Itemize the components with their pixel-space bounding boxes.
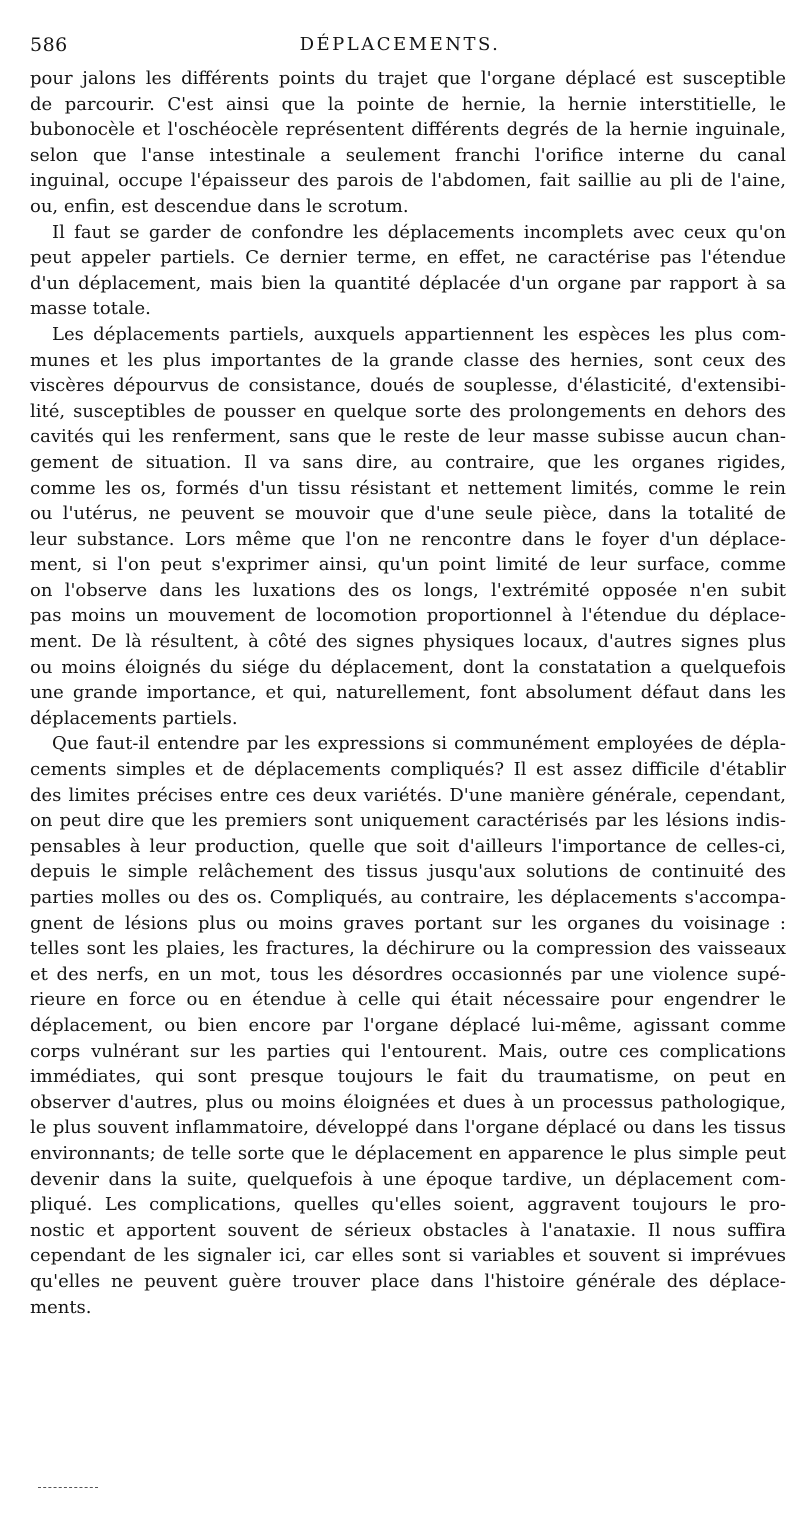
- text-line: qu'elles ne peuvent guère trouver place dans l'histoire générale des déplace-: [30, 1270, 786, 1292]
- text-line: de parcourir. C'est ainsi que la pointe de hernie, la hernie interstitielle, le: [30, 93, 786, 115]
- text-line: nostic et apportent souvent de sérieux obstacles à l'anataxie. Il nous suffira: [30, 1219, 786, 1241]
- text-line: ments.: [30, 1296, 92, 1318]
- text-line: corps vulnérant sur les parties qui l'entourent. Mais, outre ces complications: [30, 1040, 786, 1062]
- page-number: 586: [30, 34, 68, 56]
- text-line: telles sont les plaies, les fractures, la déchirure ou la compression des vaisseaux: [30, 938, 786, 960]
- paragraph: [30, 220, 786, 322]
- text-line: immédiates, qui sont presque toujours le fait du traumatisme, on peut en: [30, 1066, 786, 1088]
- text-line: pour jalons les différents points du trajet que l'organe déplacé est susceptible: [30, 68, 786, 89]
- text-line: cavités qui les renferment, sans que le reste de leur masse subisse aucun chan-: [30, 426, 786, 448]
- text-line: leur substance. Lors même que l'on ne rencontre dans le foyer d'un déplace-: [30, 528, 786, 550]
- footnote-rule: [38, 1487, 98, 1488]
- text-line: lité, susceptibles de pousser en quelque sorte des prolongements en dehors des: [30, 400, 786, 422]
- running-head: DÉPLACEMENTS.: [299, 34, 501, 55]
- text-line: pas moins un mouvement de locomotion proportionnel à l'étendue du déplace-: [30, 605, 786, 627]
- text-line: gnent de lésions plus ou moins graves portant sur les organes du voisinage :: [30, 912, 786, 934]
- page-header: [0, 34, 800, 58]
- text-line: d'un déplacement, mais bien la quantité déplacée d'un organe par rapport à sa: [30, 272, 786, 294]
- text-line: ment. De là résultent, à côté des signes physiques locaux, d'autres signes plus: [30, 631, 786, 653]
- text-line: inguinal, occupe l'épaisseur des parois de l'abdomen, fait saillie au pli de l'aine,: [30, 170, 786, 192]
- text-line: et des nerfs, en un mot, tous les désordres occasionnés par une violence supé-: [30, 963, 786, 985]
- text-line: des limites précises entre ces deux variétés. D'une manière générale, cependant,: [30, 784, 786, 806]
- text-line: ment, si l'on peut s'exprimer ainsi, qu'un point limité de leur surface, comme: [30, 554, 786, 576]
- text-line: bubonocèle et l'oschéocèle représentent différents degrés de la hernie inguinale,: [30, 119, 786, 141]
- text-line: depuis le simple relâchement des tissus jusqu'aux solutions de continuité des: [30, 861, 786, 883]
- text-line: une grande importance, et qui, naturellement, font absolument défaut dans les: [30, 682, 786, 704]
- text-line: viscères dépourvus de consistance, doués de souplesse, d'élasticité, d'extensibi-: [30, 375, 786, 397]
- text-line: rieure en force ou en étendue à celle qui était nécessaire pour engendrer le: [30, 989, 786, 1011]
- text-line: Les déplacements partiels, auxquels appartiennent les espèces les plus com-: [52, 323, 786, 345]
- text-line: munes et les plus importantes de la grande classe des hernies, sont ceux des: [30, 349, 786, 371]
- text-line: comme les os, formés d'un tissu résistant et nettement limités, comme le rein: [30, 477, 786, 499]
- text-line: ou l'utérus, ne peuvent se mouvoir que d'une seule pièce, dans la totalité de: [30, 503, 786, 525]
- text-line: devenir dans la suite, quelquefois à une époque tardive, un déplacement com-: [30, 1168, 786, 1190]
- text-line: gement de situation. Il va sans dire, au contraire, que les organes rigides,: [30, 451, 786, 473]
- paragraph: [30, 322, 786, 732]
- text-line: cements simples et de déplacements compliqués? Il est assez difficile d'établir: [30, 759, 786, 781]
- text-line: selon que l'anse intestinale a seulement franchi l'orifice interne du canal: [30, 144, 786, 166]
- text-line: déplacements partiels.: [30, 707, 238, 729]
- text-line: Il faut se garder de confondre les déplacements incomplets avec ceux qu'on: [52, 221, 786, 243]
- text-line: pensables à leur production, quelle que soit d'ailleurs l'importance de celles-ci,: [30, 835, 786, 857]
- body-text: [30, 66, 786, 1320]
- text-line: on peut dire que les premiers sont uniquement caractérisés par les lésions indis-: [30, 810, 786, 832]
- text-line: ou moins éloignés du siége du déplacement, dont la constatation a quelquefois: [30, 656, 786, 678]
- text-line: environnants; de telle sorte que le déplacement en apparence le plus simple peut: [30, 1142, 786, 1164]
- text-line: on l'observe dans les luxations des os longs, l'extrémité opposée n'en subit: [30, 579, 786, 601]
- text-line: ou, enfin, est descendue dans le scrotum.: [30, 195, 409, 217]
- text-line: parties molles ou des os. Compliqués, au contraire, les déplacements s'accompa-: [30, 887, 786, 908]
- text-line: masse totale.: [30, 298, 151, 320]
- paragraph: [30, 731, 786, 1320]
- text-line: peut appeler partiels. Ce dernier terme, en effet, ne caractérise pas l'étendue: [30, 247, 786, 269]
- text-line: déplacement, ou bien encore par l'organe déplacé lui-même, agissant comme: [30, 1014, 786, 1036]
- text-line: pliqué. Les complications, quelles qu'elles soient, aggravent toujours le pro-: [30, 1194, 786, 1216]
- text-line: le plus souvent inflammatoire, développé dans l'organe déplacé ou dans les tissus: [30, 1117, 786, 1139]
- text-line: cependant de les signaler ici, car elles sont si variables et souvent si imprévues: [30, 1245, 786, 1267]
- paragraph: [30, 66, 786, 220]
- text-line: Que faut-il entendre par les expressions si communément employées de dépla-: [52, 733, 786, 755]
- text-line: observer d'autres, plus ou moins éloignées et dues à un processus pathologique,: [30, 1091, 786, 1113]
